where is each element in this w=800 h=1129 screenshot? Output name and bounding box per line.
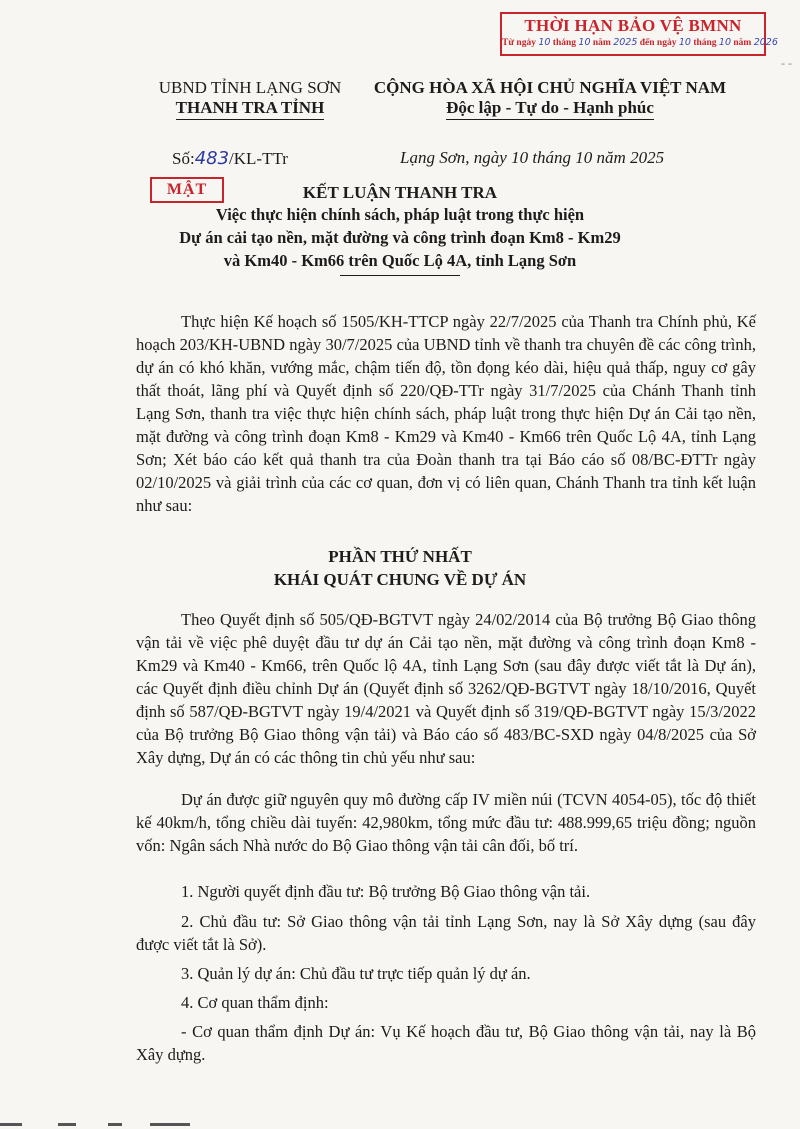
document-number: Số:483/KL-TTr (172, 148, 288, 169)
motto-line: Độc lập - Tự do - Hạnh phúc (446, 98, 654, 120)
title-sub-3: và Km40 - Km66 trên Quốc Lộ 4A, tỉnh Lạng Sơn (223, 251, 577, 270)
part-heading (110, 545, 690, 591)
part-number: PHẦN THỨ NHẤT (328, 547, 472, 566)
handwritten-number: 483 (194, 148, 230, 169)
title-sub-2: Dự án cải tạo nền, mặt đường và công trình đoạn Km8 - Km29 (179, 228, 621, 247)
document-title (110, 183, 690, 276)
stamp-title: THỜI HẠN BẢO VỆ BMNN (524, 16, 742, 35)
stamp-period: Từ ngày 10 tháng 10 năm 2025 đến ngày 10 tháng 10 năm 2026 (502, 37, 778, 48)
country-name: CỘNG HÒA XÃ HỘI CHỦ NGHĨA VIỆT NAM (373, 78, 727, 97)
confidentiality-period-stamp (500, 12, 778, 56)
agency-parent: UBND TỈNH LẠNG SƠN (158, 78, 342, 97)
agency-name: THANH TRA TỈNH (176, 98, 325, 120)
national-motto (360, 78, 740, 120)
list-item: 1. Người quyết định đầu tư: Bộ trưởng Bộ Giao thông vận tải. (181, 882, 591, 901)
edge-mark: - - (781, 56, 792, 70)
list-item: - Cơ quan thẩm định Dự án: Vụ Kế hoạch đầu tư, Bộ Giao thông vận tải, nay là Bộ Xây dựng. (136, 1022, 756, 1064)
paragraph: Dự án được giữ nguyên quy mô đường cấp IV miền núi (TCVN 4054-05), tốc độ thiết kế 40km/h, tổng chiều dài tuyến: 42,980km, tổng mức đầu tư: 488.999,65 triệu đồng; nguồn vốn: Ngân sách Nhà nước do Bộ Giao thông vận tải cân đối, bố trí. (136, 790, 756, 855)
part-title: KHÁI QUÁT CHUNG VỀ DỰ ÁN (273, 570, 527, 589)
edge-mark-4 (150, 1123, 190, 1126)
issuing-agency (150, 78, 350, 120)
list-item: 2. Chủ đầu tư: Sở Giao thông vận tải tỉnh Lạng Sơn, nay là Sở Xây dựng (sau đây được viết tắt là Sở). (136, 912, 756, 954)
edge-mark-2 (58, 1123, 76, 1126)
page-edge-marks (0, 1123, 800, 1129)
document-date: Lạng Sơn, ngày 10 tháng 10 năm 2025 (400, 148, 665, 167)
title-sub-1: Việc thực hiện chính sách, pháp luật trong thực hiện (215, 205, 585, 224)
list-item: 3. Quản lý dự án: Chủ đầu tư trực tiếp quản lý dự án. (181, 964, 531, 983)
title-main: KẾT LUẬN THANH TRA (302, 183, 498, 202)
intro-paragraph: Thực hiện Kế hoạch số 1505/KH-TTCP ngày 22/7/2025 của Thanh tra Chính phủ, Kế hoạch 203/KH-UBND ngày 30/7/2025 của UBND tỉnh về thanh tra chuyên đề các công trình, dự án có khó khăn, vướng mắc, chậm tiến độ, tồn đọng kéo dài, hiệu quả thấp, nguy cơ gây thất thoát, lãng phí và Quyết định số 220/QĐ-TTr ngày 31/7/2025 của Chánh Thanh tỉnh Lạng Sơn, thanh tra việc thực hiện chính sách, pháp luật trong thực hiện Dự án Cải tạo nền, mặt đường và công trình đoạn Km8 - Km29 và Km40 - Km66 trên Quốc Lộ 4A, tỉnh Lạng Sơn; Xét báo cáo kết quả thanh tra của Đoàn thanh tra tại Báo cáo số 08/BC-ĐTTr ngày 02/10/2025 và giải trình của các cơ quan, đơn vị có liên quan, Chánh Thanh tra tỉnh kết luận như sau: (136, 312, 756, 515)
edge-mark-1 (0, 1123, 22, 1126)
secret-stamp: MẬT (150, 177, 224, 203)
edge-mark-3 (108, 1123, 122, 1126)
list-item: 4. Cơ quan thẩm định: (181, 993, 329, 1012)
title-divider (340, 275, 460, 276)
paragraph: Theo Quyết định số 505/QĐ-BGTVT ngày 24/02/2014 của Bộ trưởng Bộ Giao thông vận tải về việc phê duyệt đầu tư dự án Cải tạo nền, mặt đường và công trình đoạn Km8 - Km29 và Km40 - Km66, trên Quốc lộ 4A, tỉnh Lạng Sơn (sau đây được viết tắt là Dự án), các Quyết định điều chỉnh Dự án (Quyết định số 3262/QĐ-BGTVT ngày 18/10/2016, Quyết định số 587/QĐ-BGTVT ngày 19/4/2021 và Quyết định số 319/QĐ-BGTVT ngày 15/3/2022 của Bộ trưởng Bộ Giao thông vận tải) và Báo cáo số 483/BC-SXD ngày 04/8/2025 của Sở Xây dựng, Dự án có các thông tin chủ yếu như sau: (136, 610, 756, 767)
